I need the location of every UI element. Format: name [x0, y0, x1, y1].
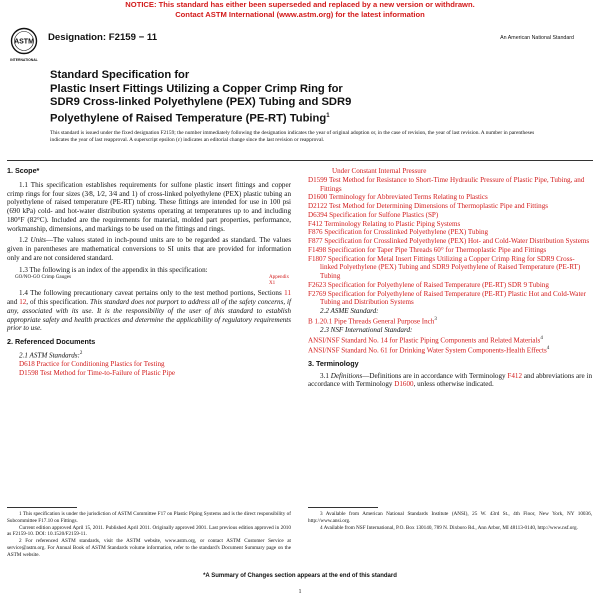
term-d1600-link[interactable]: D1600 — [394, 380, 414, 389]
ref-f877-link[interactable]: F877 — [308, 237, 323, 245]
ref-d618-link[interactable]: D618 — [19, 359, 35, 368]
term-f412-link[interactable]: F412 — [507, 371, 523, 380]
astm-standards-label: 2.1 ASTM Standards:$^2$ — [19, 350, 83, 360]
ref-f1498-link[interactable]: F1498 — [308, 245, 327, 254]
svg-text:INTERNATIONAL: INTERNATIONAL — [10, 58, 38, 62]
title-line-1: Standard Specification for — [50, 69, 190, 81]
ref-f1807-link[interactable]: F1807 — [308, 254, 327, 263]
designation: Designation: F2159 − 11 — [48, 32, 158, 43]
ref-d1600-link[interactable]: D1600 — [308, 193, 328, 202]
ref-nsf14-link[interactable]: ANSI/NSF Standard No. 14 — [308, 335, 388, 344]
appendix-index-row — [7, 274, 291, 286]
ref-d618: D618 Practice for Conditioning Plastics for Testing — [19, 359, 165, 368]
astm-logo-icon — [9, 27, 39, 65]
section-11-link[interactable]: 11 — [284, 289, 291, 298]
footnote-2: 2 For referenced ASTM standards, visit the ASTM website, www.astm.org, or contact ASTM Customer Service at service@astm.org. For Annual Book of ASTM Standards volume information, refer to the standard's Document Summary page on the ASTM website. — [7, 538, 291, 558]
right-column — [308, 167, 593, 531]
issuance-note: This standard is issued under the fixed designation F2159; the number immediately following the designation indicates the year of original adoption or, in the case of revision, the year of last revision. A number in parentheses indicates the year of last reapproval. A superscript epsilon (ε) indicates an editorial change since the last revision or reapproval. — [50, 130, 535, 144]
section-12-link[interactable]: 12 — [19, 298, 27, 306]
summary-of-changes-note: *A Summary of Changes section appears at the end of this standard — [203, 573, 397, 579]
scope-1-2: 1.2 Units—The values stated in inch-pound units are to be regarded as standard. The values given in parentheses are mathematical conversions to SI units that are provided for information only and are not considered standard. — [7, 236, 292, 262]
refdocs-heading: 2. Referenced Documents — [7, 337, 96, 346]
terminology-3-1: 3.1 Definitions—Definitions are in accordance with Terminology F412 and abbreviations are in accordance with Terminology D1600, unless otherwise indicated. — [308, 371, 593, 389]
left-footnotes — [7, 507, 291, 559]
title-line-4: Polyethylene of Raised Temperature (PE-RT) Tubing$^1$ — [50, 112, 330, 125]
scope-1-1: 1.1 This specification establishes requirements for sulfone plastic insert fittings and copper crimp rings for four sizes (3⁄8, 1⁄2, 3⁄4 and 1) of cross-linked polyethylene (PEX) plastic tubing an polyethylene of raised temperature (PE-RT) tubing. These fittings are intended for use in 100 psi (690 kPa) cold- and hot-water distribution systems operating at temperatures up to and including 180°F (82°C). Included are the requirements for material, molded part properties, performance, workmanship, dimensions, and markings to be used on the fittings and rings. — [7, 180, 291, 233]
scope-1-4: 1.4 The following precautionary caveat pertains only to the test method portions, Sections 11 and 12, of this specification. This standard does not purport to address all of the safety concerns, if any, associated with its use. It is the responsibility of the user of this standard to establish appropriate safety and health practices and determine the applicability of regulatory requirements prior to use. — [7, 289, 291, 333]
ref-d2122: D2122 Test Method for Determining Dimensions of Thermoplastic Pipe and Fittings — [308, 202, 549, 210]
ref-f876-link[interactable]: F876 — [308, 228, 323, 237]
ref-d1598-link[interactable]: D1598 — [19, 368, 39, 377]
ref-nsf14: ANSI/NSF Standard No. 14 for Plastic Piping Components and Related Materials$^4$ — [308, 335, 543, 344]
title-line-2: Plastic Insert Fittings Utilizing a Copper Crimp Ring for — [50, 82, 343, 95]
ref-d1599: D1599 Test Method for Resistance to Short-Time Hydraulic Pressure of Plastic Pipe, Tubing, and Fittings — [308, 175, 585, 193]
appendix-name: GO/NO-GO Crimp Gauges — [15, 274, 72, 281]
notice-line-1: NOTICE: This standard has either been superseded and replaced by a new version or withdrawn. — [125, 0, 475, 9]
ref-f1498: F1498 Specification for Taper Pipe Threads 60° for Thermoplastic Pipe and Fittings — [308, 245, 547, 254]
ref-d6394-link[interactable]: D6394 — [308, 210, 328, 219]
page-number: 1 — [298, 589, 302, 595]
ref-f877: F877 Specification for Crosslinked Polyethylene (PEX) Hot- and Cold-Water Distribution Systems — [308, 237, 590, 245]
ref-f2769: F2769 Specification for Polyethylene of Raised Temperature (PE-RT) Plastic Hot and Cold-Water Tubing and Distribution Systems — [308, 289, 586, 307]
ref-nsf61: ANSI/NSF Standard No. 61 for Drinking Water System Components-Health Effects$^4$ — [308, 345, 550, 355]
header-divider — [7, 160, 593, 161]
document-title — [50, 69, 520, 126]
ref-b1201: B 1.20.1 Pipe Threads General Purpose Inch$^3$ — [308, 316, 437, 326]
notice-line-2: Contact ASTM International (www.astm.org) for the latest information — [175, 9, 425, 19]
terminology-heading: 3. Terminology — [308, 358, 359, 368]
asme-standard-label: 2.2 ASME Standard: — [320, 307, 379, 315]
ref-f2769-link[interactable]: F2769 — [308, 289, 327, 298]
title-line-3: SDR9 Cross-linked Polyethylene (PEX) Tubing and SDR9 — [50, 96, 352, 109]
ref-f412: F412 Terminology Relating to Plastic Piping Systems — [308, 219, 461, 228]
footnote-3: 3 Available from American National Standards Institute (ANSI), 25 W. 43rd St., 4th Floor, New York, NY 10036, http://www.ansi.org. — [308, 511, 592, 524]
ref-f2623: F2623 Specification for Polyethylene of Raised Temperature (PE-RT) SDR 9 Tubing — [308, 280, 549, 289]
american-national-standard: An American National Standard — [500, 35, 574, 41]
left-column — [7, 166, 292, 558]
ref-d1598-cont: Under Constant Internal Pressure — [332, 167, 427, 175]
right-footnotes — [308, 507, 592, 531]
nsf-standard-label: 2.3 NSF International Standard: — [320, 325, 413, 334]
ref-nsf61-link[interactable]: ANSI/NSF Standard No. 61 — [308, 346, 388, 355]
scope-heading: 1. Scope* — [7, 166, 40, 175]
ref-d1600: D1600 Terminology for Abbreviated Terms Relating to Plastics — [308, 193, 488, 202]
ref-d1599-link[interactable]: D1599 — [308, 175, 328, 184]
footnote-1: 1 This specification is under the jurisdiction of ASTM Committee F17 on Plastic Piping Systems and is the direct responsibility of Subcommittee F17.10 on Fittings. — [7, 511, 291, 524]
supersede-notice — [0, 0, 600, 19]
ref-b1201-link[interactable]: B 1.20.1 — [308, 317, 333, 326]
ref-f412-link[interactable]: F412 — [308, 219, 323, 228]
ref-d6394: D6394 Specification for Sulfone Plastics (SP) — [308, 210, 439, 219]
footnote-1b: Current edition approved April 15, 2011. Published April 2011. Originally approved 2001. Last previous edition approved in 2010 as F2159-10. DOI: 10.1520/F2159-11. — [7, 524, 291, 538]
scope-1-3: 1.3 The following is an index of the appendix in this specification: — [19, 265, 208, 274]
ref-f2623-link[interactable]: F2623 — [308, 280, 327, 289]
ref-d1598: D1598 Test Method for Time-to-Failure of Plastic Pipe — [19, 368, 176, 377]
svg-text:ASTM: ASTM — [14, 38, 34, 46]
ref-f876: F876 Specification for Crosslinked Polyethylene (PEX) Tubing — [308, 228, 489, 237]
ref-d2122-link[interactable]: D2122 — [308, 202, 328, 210]
ref-f1807: F1807 Specification for Metal Insert Fittings Utilizing a Copper Crimp Ring for SDR9 Cross-linked Polyethylene (PEX) Tubing and SDR9 Polyethylene of Raised Temperature (PE-RT) Tubing — [308, 254, 581, 280]
appendix-link[interactable]: Appendix X1 — [269, 274, 290, 287]
footnote-4: 4 Available from NSF International, P.O. Box 130140, 789 N. Dixboro Rd., Ann Arbor, MI 48113-0140, http://www.nsf.org. — [320, 524, 578, 531]
